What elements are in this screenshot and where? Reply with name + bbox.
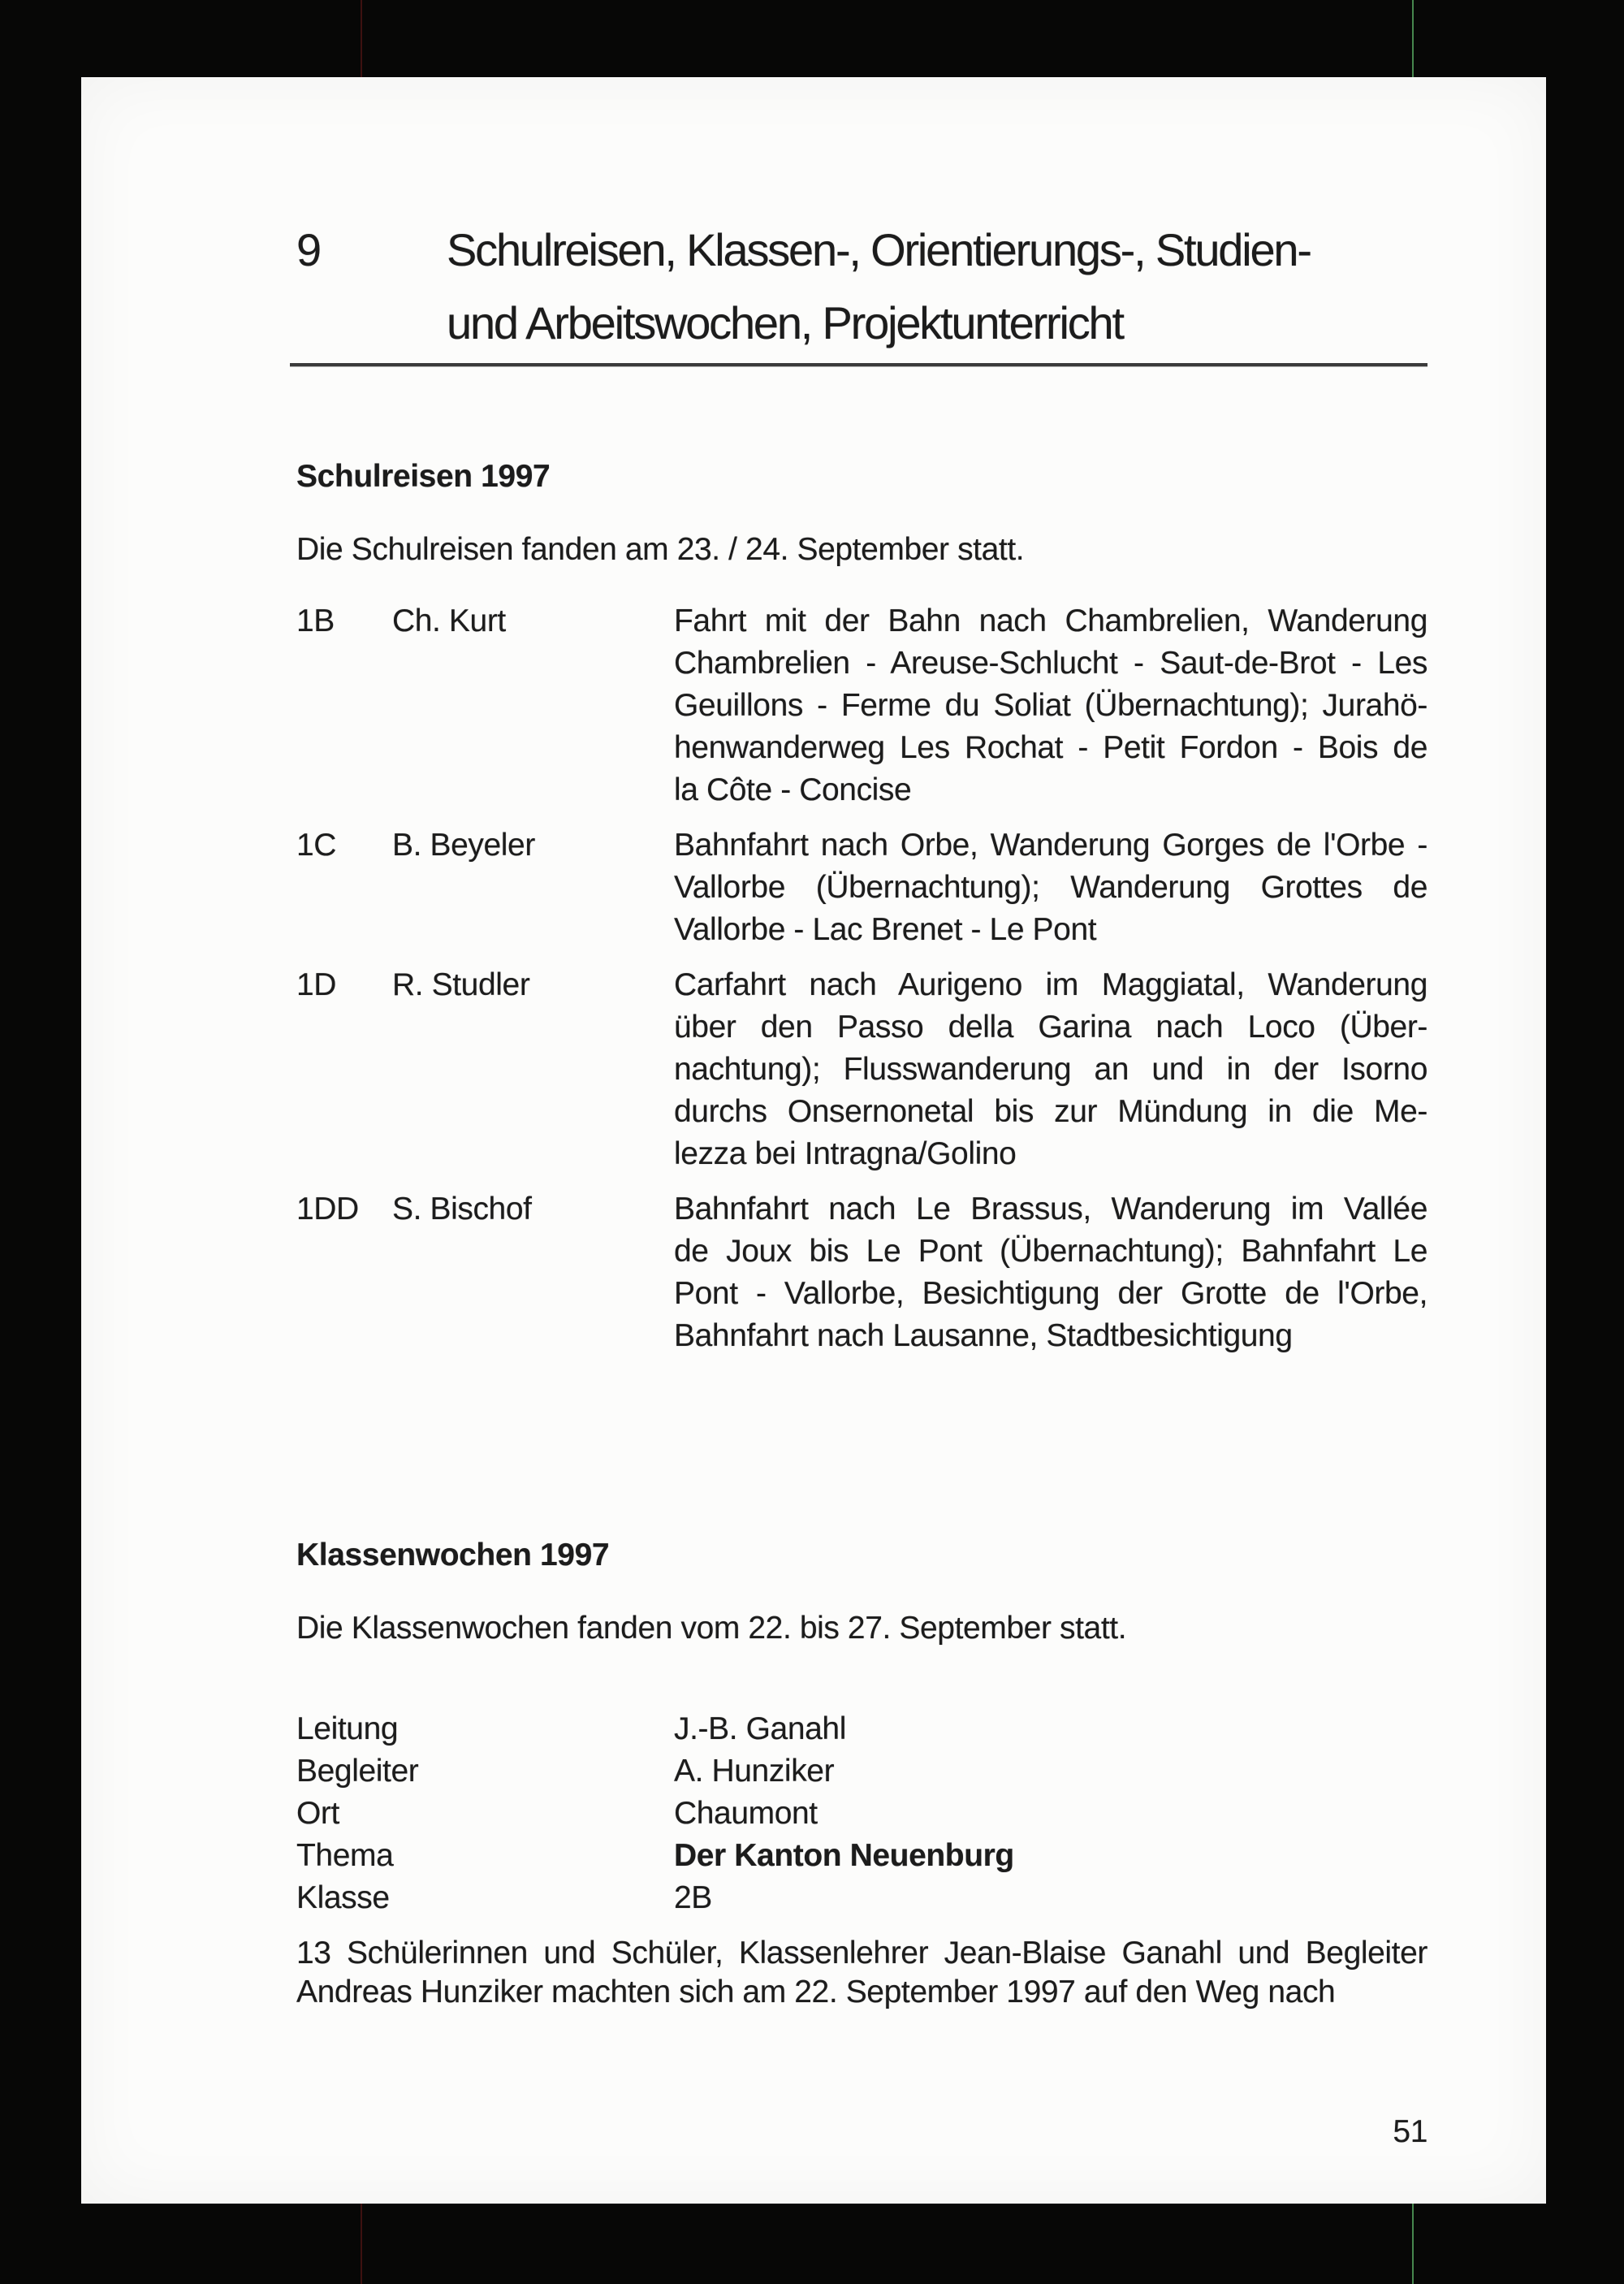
trip-description-line: Chambrelien - Areuse-Schlucht - Saut-de-Brot - Les [674,646,1427,681]
chapter-title-line-1: Schulreisen, Klassen-, Orientierungs-, Studien- [447,224,1311,275]
trip-description-line: Fahrt mit der Bahn nach Chambrelien, Wanderung [674,603,1427,638]
trip-class-id: 1B [296,603,335,638]
trip-row-1b [296,600,1427,811]
trip-description [674,824,1427,951]
trip-class-id: 1D [296,967,337,1002]
trip-description-line: durchs Onsernonetal bis zur Mündung in die Me- [674,1094,1427,1129]
trip-description-line: Bahnfahrt nach Lausanne, Stadtbesichtigung [674,1318,1293,1353]
detail-label-leitung: Leitung [296,1711,399,1746]
trip-description-line: Bahnfahrt nach Orbe, Wanderung Gorges de l'Orbe - [674,828,1427,863]
trip-description-line: über den Passo della Garina nach Loco (Über- [674,1010,1427,1045]
chapter-number: 9 [296,224,320,275]
detail-value-thema: Der Kanton Neuenburg [674,1838,1014,1873]
trip-description [674,1188,1427,1357]
chapter-header [296,214,1427,360]
trips-list [296,600,1427,1357]
page-number: 51 [1393,2114,1427,2149]
schulreisen-intro: Die Schulreisen fanden am 23. / 24. September statt. [296,532,1025,567]
klassenwochen-paragraph [296,1934,1427,2012]
trip-description-line: Pont - Vallorbe, Besichtigung der Grotte de l'Orbe, [674,1276,1427,1311]
section-heading-klassenwochen: Klassenwochen 1997 [296,1538,610,1572]
detail-label-thema: Thema [296,1838,394,1873]
paragraph-line: 13 Schülerinnen und Schüler, Klassenlehrer Jean-Blaise Ganahl und Begleiter [296,1936,1427,1970]
detail-value-klasse: 2B [674,1880,712,1915]
trip-description-line: nachtung); Flusswanderung an und in der Isorno [674,1052,1427,1087]
paragraph-line: Andreas Hunziker machten sich am 22. September 1997 auf den Weg nach [296,1975,1336,2009]
detail-label-klasse: Klasse [296,1880,390,1915]
trip-description [674,600,1427,811]
trip-description-line: la Côte - Concise [674,772,912,807]
trip-leader: R. Studler [392,967,530,1002]
detail-value-leitung: J.-B. Ganahl [674,1711,846,1746]
section-heading-schulreisen: Schulreisen 1997 [296,459,551,494]
chapter-underline [290,363,1427,366]
trip-row-1c [296,824,1427,951]
trip-row-1d [296,964,1427,1175]
trip-description-line: de Joux bis Le Pont (Übernachtung); Bahnfahrt Le [674,1234,1427,1269]
trip-description-line: Carfahrt nach Aurigeno im Maggiatal, Wanderung [674,967,1427,1002]
detail-label-ort: Ort [296,1796,339,1831]
trip-class-id: 1DD [296,1192,359,1226]
klassenwochen-details [296,1708,1427,1919]
trip-row-1dd [296,1188,1427,1357]
trip-description-line: Bahnfahrt nach Le Brassus, Wanderung im Vallée [674,1192,1427,1226]
chapter-title [447,214,1427,360]
trip-description [674,964,1427,1175]
trip-leader: Ch. Kurt [392,603,506,638]
detail-value-begleiter: A. Hunziker [674,1754,835,1789]
chapter-title-line-2: und Arbeitswochen, Projektunterricht [447,297,1123,348]
document-page [81,77,1546,2204]
trip-description-line: henwanderweg Les Rochat - Petit Fordon - Bois de [674,730,1427,765]
trip-description-line: Vallorbe - Lac Brenet - Le Pont [674,912,1097,947]
klassenwochen-intro: Die Klassenwochen fanden vom 22. bis 27. September statt. [296,1611,1127,1646]
trip-description-line: lezza bei Intragna/Golino [674,1136,1017,1171]
trip-class-id: 1C [296,828,337,863]
detail-value-ort: Chaumont [674,1796,818,1831]
page-content [296,77,1427,2204]
trip-description-line: Vallorbe (Übernachtung); Wanderung Grottes de [674,870,1427,905]
trip-description-line: Geuillons - Ferme du Soliat (Übernachtung); Jurahö- [674,688,1427,723]
trip-leader: B. Beyeler [392,828,535,863]
detail-label-begleiter: Begleiter [296,1754,419,1789]
trip-leader: S. Bischof [392,1192,532,1226]
